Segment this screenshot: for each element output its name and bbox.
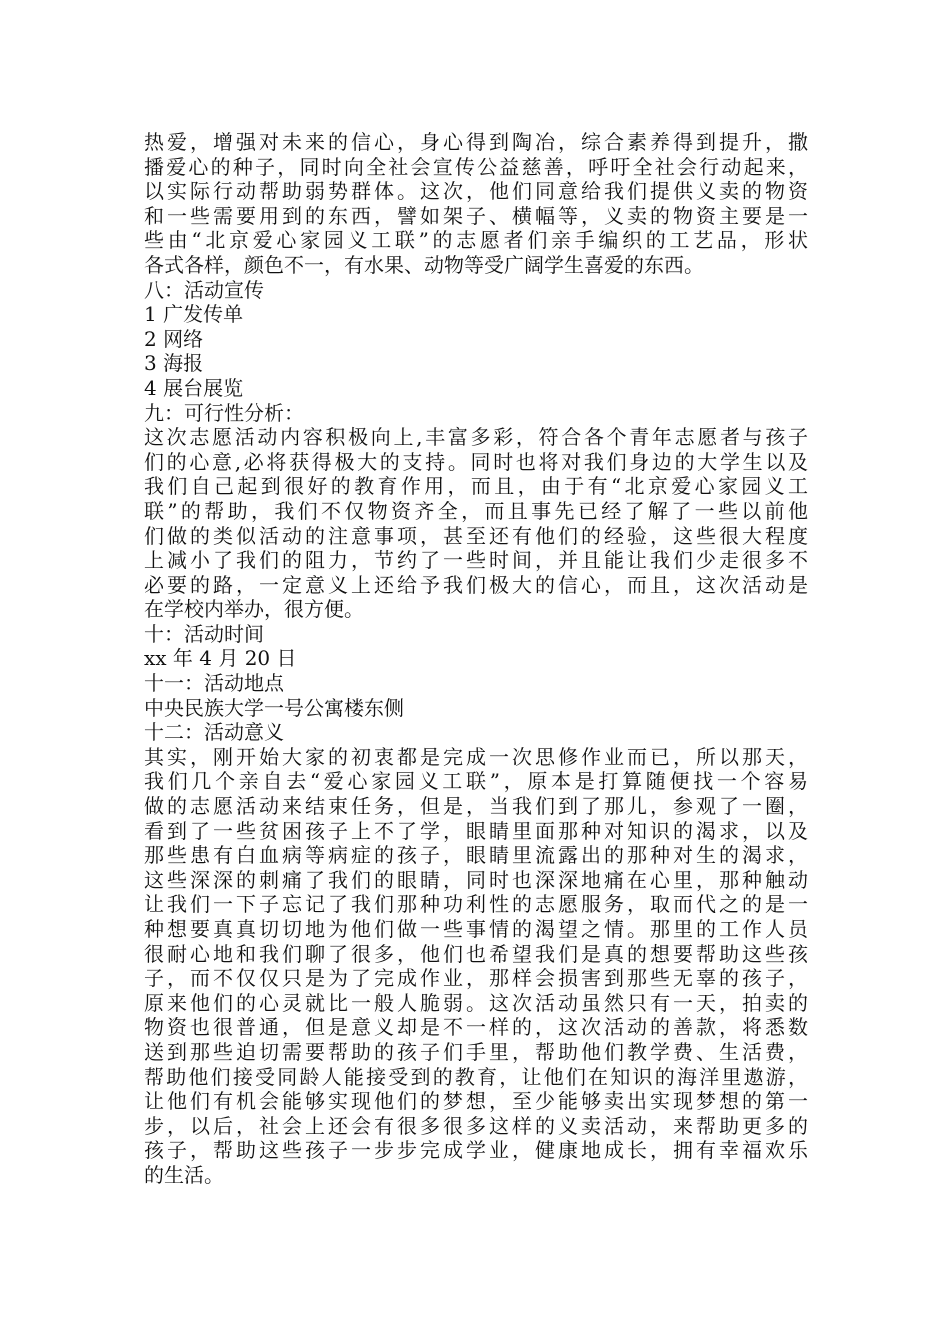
text-line: 让他们有机会能够实现他们的梦想，至少能够卖出实现梦想的第一: [144, 1089, 808, 1114]
text-line: 原来他们的心灵就比一般人脆弱。这次活动虽然只有一天，拍卖的: [144, 990, 808, 1015]
text-line: 看到了一些贫困孩子上不了学，眼睛里面那种对知识的渴求，以及: [144, 818, 808, 843]
text-line: 播爱心的种子，同时向全社会宣传公益慈善，呼吁全社会行动起来，: [144, 154, 808, 179]
text-line: 联”的帮助，我们不仅物资齐全，而且事先已经了解了一些以前他: [144, 498, 808, 523]
text-line: 步，以后，社会上还会有很多很多这样的义卖活动，来帮助更多的: [144, 1113, 808, 1138]
text-line: 2 网络: [144, 326, 204, 351]
text-line: 必要的路，一定意义上还给予我们极大的信心，而且，这次活动是: [144, 572, 808, 597]
text-line: 我们自己起到很好的教育作用，而且，由于有“北京爱心家园义工: [144, 474, 808, 499]
text-line: 的生活。: [144, 1162, 224, 1187]
text-line: 各式各样，颜色不一，有水果、动物等受广阔学生喜爱的东西。: [144, 252, 704, 277]
text-line: 热爱，增强对未来的信心，身心得到陶冶，综合素养得到提升，撒: [144, 130, 808, 154]
text-line: 和一些需要用到的东西，譬如架子、横幅等，义卖的物资主要是一: [144, 203, 808, 228]
text-line: 做的志愿活动来结束任务，但是，当我们到了那儿，参观了一圈，: [144, 794, 808, 819]
text-line: 八：活动宣传: [144, 277, 264, 302]
text-line: 让我们一下子忘记了我们那种功利性的志愿服务，取而代之的是一: [144, 892, 808, 917]
text-line: 这次志愿活动内容积极向上,丰富多彩，符合各个青年志愿者与孩子: [144, 425, 808, 450]
text-line: 子，而不仅仅只是为了完成作业，那样会损害到那些无辜的孩子，: [144, 966, 808, 991]
text-line: 帮助他们接受同龄人能接受到的教育，让他们在知识的海洋里遨游，: [144, 1064, 808, 1089]
text-line: 4 展台展览: [144, 375, 244, 400]
text-line: 3 海报: [144, 351, 204, 376]
text-line: 1 广发传单: [144, 302, 244, 327]
document-body: [144, 130, 808, 1188]
text-line: 十二：活动意义: [144, 720, 284, 745]
text-line: 种想要真真切切地为他们做一些事情的渴望之情。那里的工作人员: [144, 917, 808, 941]
text-line: 很耐心地和我们聊了很多，他们也希望我们是真的想要帮助这些孩: [144, 941, 808, 966]
text-line: 孩子，帮助这些孩子一步步完成学业，健康地成长，拥有幸福欢乐: [144, 1138, 808, 1163]
text-line: 九：可行性分析：: [144, 400, 304, 425]
text-line: 以实际行动帮助弱势群体。这次，他们同意给我们提供义卖的物资: [144, 179, 808, 204]
text-line: 上减小了我们的阻力，节约了一些时间，并且能让我们少走很多不: [144, 548, 808, 573]
text-line: 送到那些迫切需要帮助的孩子们手里，帮助他们教学费、生活费，: [144, 1039, 808, 1064]
text-line: 十：活动时间: [144, 621, 264, 646]
text-line: 物资也很普通，但是意义却是不一样的，这次活动的善款，将悉数: [144, 1015, 808, 1040]
text-line: 们的心意,必将获得极大的支持。同时也将对我们身边的大学生以及: [144, 449, 808, 474]
text-line: xx 年 4 月 20 日: [144, 646, 297, 671]
text-line: 中央民族大学一号公寓楼东侧: [144, 695, 404, 720]
text-line: 们做的类似活动的注意事项，甚至还有他们的经验，这些很大程度: [144, 523, 808, 548]
text-line: 其实，刚开始大家的初衷都是完成一次思修作业而已，所以那天，: [144, 744, 808, 769]
text-line: 我们几个亲自去“爱心家园义工联”，原本是打算随便找一个容易: [144, 769, 808, 794]
text-line: 那些患有白血病等病症的孩子，眼睛里流露出的那种对生的渴求，: [144, 843, 808, 868]
text-line: 些由“北京爱心家园义工联”的志愿者们亲手编织的工艺品，形状: [144, 228, 808, 253]
text-line: 这些深深的刺痛了我们的眼睛，同时也深深地痛在心里，那种触动: [144, 867, 808, 892]
text-line: 在学校内举办，很方便。: [144, 597, 364, 622]
text-line: 十一：活动地点: [144, 671, 284, 696]
